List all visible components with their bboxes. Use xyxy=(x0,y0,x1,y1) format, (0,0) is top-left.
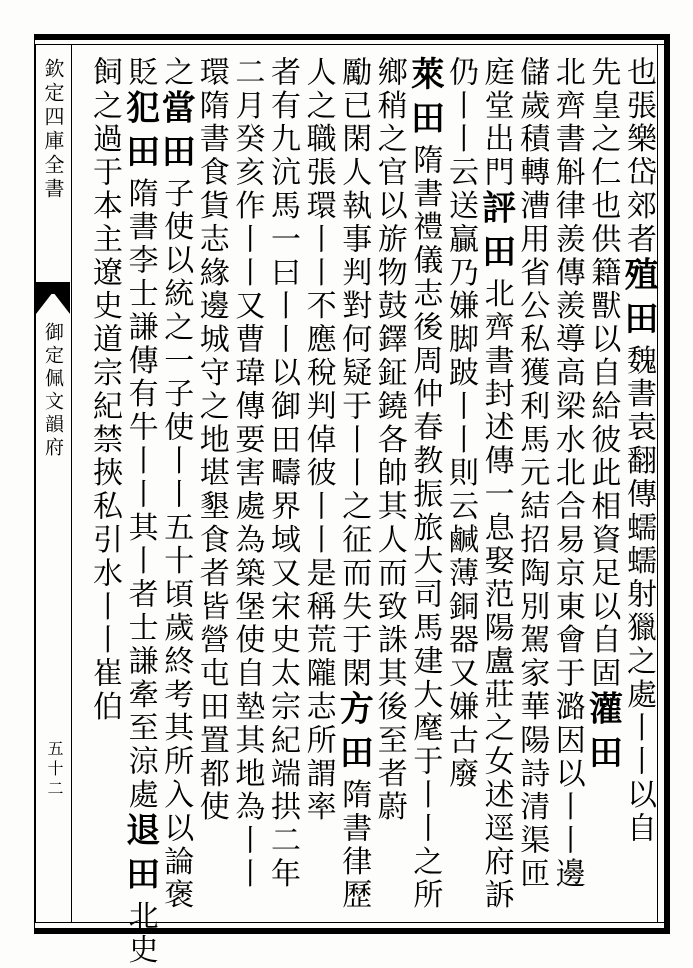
body-text: 環 xyxy=(193,56,229,90)
text-column xyxy=(548,56,586,918)
text-column xyxy=(299,56,337,918)
text-column xyxy=(119,56,160,967)
body-text: 先皇之仁也 xyxy=(585,56,621,223)
body-text: 人之職張環丨丨不應稅判倬彼丨丨是稱荒隴 xyxy=(300,56,336,691)
gutter-work-title: 御定佩文韻府 xyxy=(42,322,64,460)
gutter-right-rule xyxy=(71,45,72,922)
text-column xyxy=(405,56,443,918)
fishtail-mark xyxy=(36,292,70,314)
frame-right-inner-rule xyxy=(657,44,658,923)
headword: 當田 xyxy=(155,89,196,178)
body-text: 貶 xyxy=(122,56,158,90)
frame-top-inner-rule xyxy=(34,44,670,45)
body-text: 隋書禮儀志後周仲春教振旅大司馬建大麾于丨丨之所 xyxy=(407,144,443,913)
text-column xyxy=(512,56,550,918)
text-column xyxy=(85,56,123,918)
body-text: 魏書袁翻傳蠕蠕射獵之處丨丨以自 xyxy=(621,344,656,846)
body-text: 北齊書封述傳一息娶范陽盧莊之女述逕府訴 xyxy=(478,277,514,913)
text-column xyxy=(192,56,230,918)
body-text: 勵已閑人執事判對何疑于丨丨之征而失于閑 xyxy=(336,56,372,691)
gutter-left-rule xyxy=(35,45,36,922)
text-column xyxy=(334,56,372,918)
text-column xyxy=(477,56,515,918)
body-text: 庭堂出門 xyxy=(478,56,514,190)
body-text: 供籍獸以自給彼此相資足以自固 xyxy=(585,223,621,691)
text-column xyxy=(441,56,479,918)
body-text: 鄉稍之官以旂物鼓鐸鉦鐃各帥其人而致誅其後至者蔚 xyxy=(371,56,407,825)
gutter-page-number: 五十二 xyxy=(45,740,64,800)
gutter-book-title: 欽定四庫全書 xyxy=(41,58,65,202)
body-text: 子使以統之一子使丨丨五十頃歲終考其所入以論褒 xyxy=(158,177,194,913)
body-text: 北齊書斛律羨傳羨導高梁水北合易京東會于潞因以丨丨邊 xyxy=(549,56,585,891)
headword: 方田 xyxy=(333,690,374,779)
headword: 犯田 xyxy=(119,89,160,178)
text-column xyxy=(156,56,194,918)
body-text: 隋書食貨志緣邊城守之地堪墾食者皆營屯田置都使 xyxy=(193,89,229,825)
body-text: 飼之過于本主遼史道宗紀禁挾私引水丨丨 xyxy=(87,56,122,658)
text-column xyxy=(619,56,657,918)
headword: 退田 xyxy=(119,812,160,901)
headword: 萊田 xyxy=(404,56,445,144)
body-text: 儲歲積轉漕用省公私獲利馬元結招陶別駕家華陽詩清渠匝 xyxy=(514,56,550,891)
body-text: 者有九沆馬一曰丨丨以御田疇界域又宋史太宗紀端拱二年 xyxy=(265,56,300,891)
body-text: 隋書李士謙傳有牛丨丨其丨者士謙牽至涼處 xyxy=(122,177,158,813)
body-text: 崔伯 xyxy=(87,657,122,725)
body-text: 北史 xyxy=(122,900,158,967)
text-column xyxy=(263,56,301,918)
body-text: 二月癸亥作丨丨又曹瑋傳要害處為築堡使自墊其地為丨丨 xyxy=(229,56,265,891)
body-text: 志所謂率 xyxy=(300,690,336,825)
body-text: 云送贏乃嫌脚跛丨丨則云鹹薄銅器又嫌古廢 xyxy=(443,156,478,791)
text-column xyxy=(370,56,408,918)
body-text: 仍丨丨 xyxy=(443,56,478,157)
headword: 灌田 xyxy=(582,690,623,779)
frame-right-rule xyxy=(664,34,670,934)
frame-top-rule xyxy=(34,34,670,40)
headword: 評田 xyxy=(475,189,516,278)
body-text: 隋書律歷 xyxy=(336,778,372,913)
headword: 殖田 xyxy=(618,256,658,345)
text-column xyxy=(583,56,621,918)
text-column xyxy=(227,56,265,918)
body-text: 也張樂岱郊者 xyxy=(621,56,656,257)
body-text: 之 xyxy=(158,56,194,90)
